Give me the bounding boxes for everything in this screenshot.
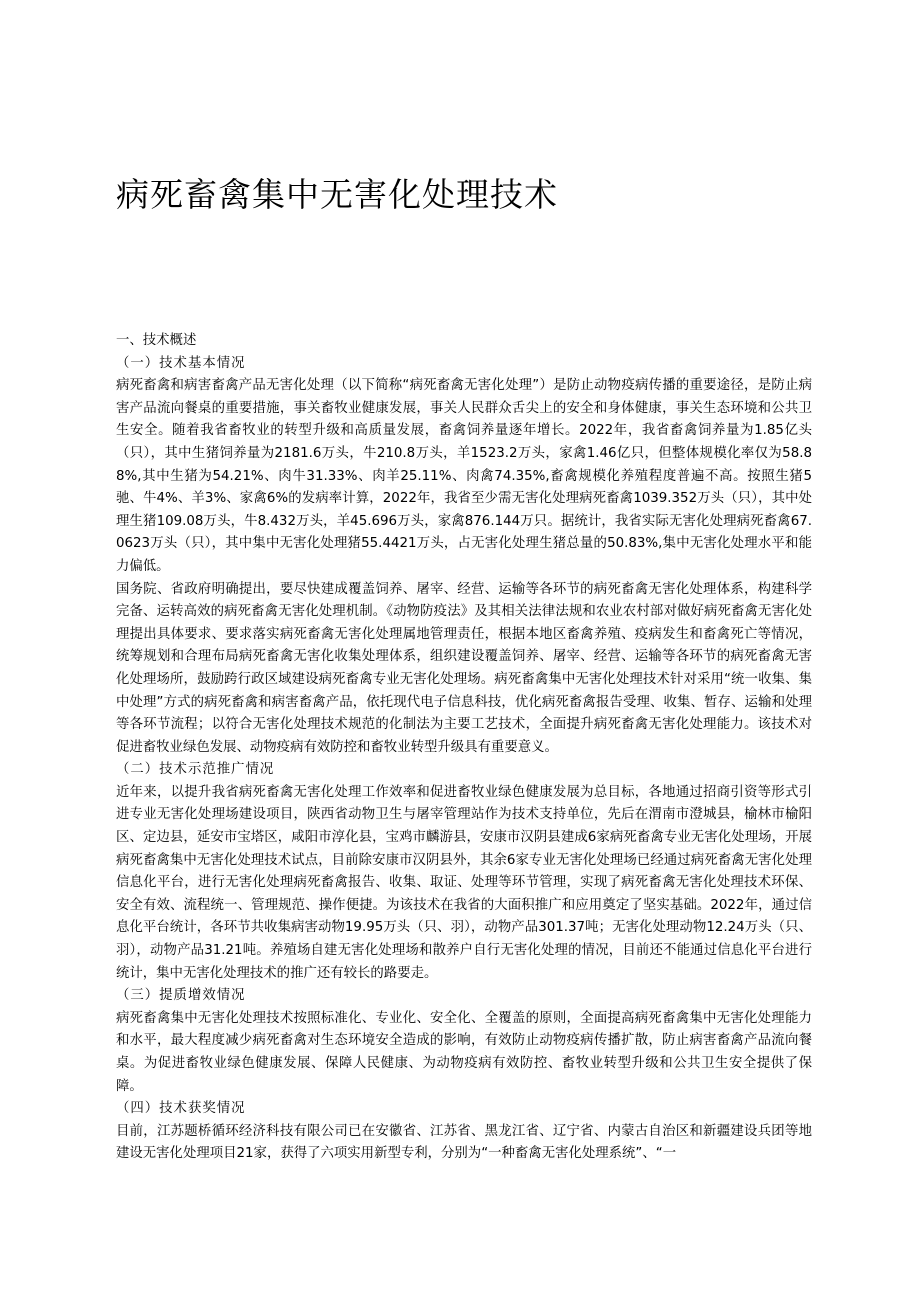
paragraph-policy: 国务院、省政府明确提出，要尽快建成覆盖饲养、屠宰、经营、运输等各环节的病死畜禽无害化处理体系，构建科学完备、运转高效的病死畜禽无害化处理机制。《动物防疫法》及其相关法律法规和农业农村部对做好病死畜禽无害化处理提出具体要求、要求落实病死畜禽无害化处理属地管理责任，根据本地区畜禽养殖、疫病发生和畜禽死亡等情况，统筹规划和合理布局病死畜禽无害化收集处理体系，组织建设覆盖饲养、屠宰、经营、运输等各环节的病死畜禽无害化处理场所，鼓励跨行政区域建设病死畜禽专业无害化处理场。病死畜禽集中无害化处理技术针对采用“统一收集、集中处理”方式的病死畜禽和病害畜禽产品，依托现代电子信息科技，优化病死畜禽报告受理、收集、暂存、运输和处理等各环节流程；以符合无害化处理技术规范的化制法为主要工艺技术，全面提升病死畜禽无害化处理能力。该技术对促进畜牧业绿色发展、动物疫病有效防控和畜牧业转型升级具有重要意义。 xyxy=(116,581,812,755)
paragraph-awards: 目前，江苏题桥循环经济科技有限公司已在安徽省、江苏省、黑龙江省、辽宁省、内蒙古自治区和新疆建设兵团等地建设无害化处理项目21家，获得了六项实用新型专利，分别为“一种畜禽无害化处理系统”、“一 xyxy=(116,1123,812,1162)
paragraph-efficiency: 病死畜禽集中无害化处理技术按照标准化、专业化、安全化、全覆盖的原则，全面提高病死畜禽集中无害化处理能力和水平，最大程度减少病死畜禽对生态环境安全造成的影响，有效防止动物疫病传播扩散，防止病害畜禽产品流向餐桌。为促进畜牧业绿色健康发展、保障人民健康、为动物疫病有效防控、畜牧业转型升级和公共卫生安全提供了保障。 xyxy=(116,1010,812,1094)
subsection-heading-demonstration: （二）技术示范推广情况 xyxy=(116,762,275,778)
document-title: 病死畜禽集中无害化处理技术 xyxy=(116,175,558,214)
subsection-heading-awards: （四）技术获奖情况 xyxy=(116,1101,246,1117)
document-body xyxy=(116,330,812,1166)
subsection-heading-basic-info: （一）技术基本情况 xyxy=(116,355,246,371)
paragraph-basic-info: 病死畜禽和病害畜禽产品无害化处理（以下简称“病死畜禽无害化处理”）是防止动物疫病传播的重要途径，是防止病害产品流向餐桌的重要措施，事关畜牧业健康发展，事关人民群众舌尖上的安全和身体健康，事关生态环境和公共卫生安全。随着我省畜牧业的转型升级和高质量发展，畜禽饲养量逐年增长。2022年，我省畜禽饲养量为1.85亿头（只），其中生猪饲养量为2181.6万头，牛210.8万头，羊1523.2万头，家禽1.46亿只，但整体规模化率仅为58.88%,其中生猪为54.21%、肉牛31.33%、肉羊25.11%、肉禽74.35%,畜禽规模化养殖程度普遍不高。按照生猪5驰、牛4%、羊3%、家禽6%的发病率计算，2022年，我省至少需无害化处理病死畜禽1039.352万头（只），其中处理生猪109.08万头，牛8.432万头，羊45.696万头，家禽876.144万只。据统计，我省实际无害化处理病死畜禽67.0623万头（只），其中集中无害化处理猪55.4421万头，占无害化处理生猪总量的50.83%,集中无害化处理水平和能力偏低。 xyxy=(116,378,812,574)
subsection-heading-efficiency: （三）提质增效情况 xyxy=(116,988,246,1004)
section-heading-overview: 一、技术概述 xyxy=(116,333,197,348)
paragraph-demonstration: 近年来，以提升我省病死畜禽无害化处理工作效率和促进畜牧业绿色健康发展为总目标，各地通过招商引资等形式引进专业无害化处理场建设项目，陕西省动物卫生与屠宰管理站作为技术支持单位，先后在渭南市澄城县，榆林市榆阳区、定边县，延安市宝塔区，咸阳市淳化县，宝鸡市麟游县，安康市汉阴县建成6家病死畜禽专业无害化处理场，开展病死畜禽集中无害化处理技术试点，目前除安康市汉阴县外，其余6家专业无害化处理场已经通过病死畜禽无害化处理信息化平台，进行无害化处理病死畜禽报告、收集、取证、处理等环节管理，实现了病死畜禽无害化处理技术环保、安全有效、流程统一、管理规范、操作便捷。为该技术在我省的大面积推广和应用奠定了坚实基础。2022年，通过信息化平台统计，各环节共收集病害动物19.95万头（只、羽），动物产品301.37吨；无害化处理动物12.24万头（只、羽），动物产品31.21吨。养殖场自建无害化处理场和散养户自行无害化处理的情况，目前还不能通过信息化平台进行统计，集中无害化处理技术的推广还有较长的路要走。 xyxy=(116,784,812,981)
